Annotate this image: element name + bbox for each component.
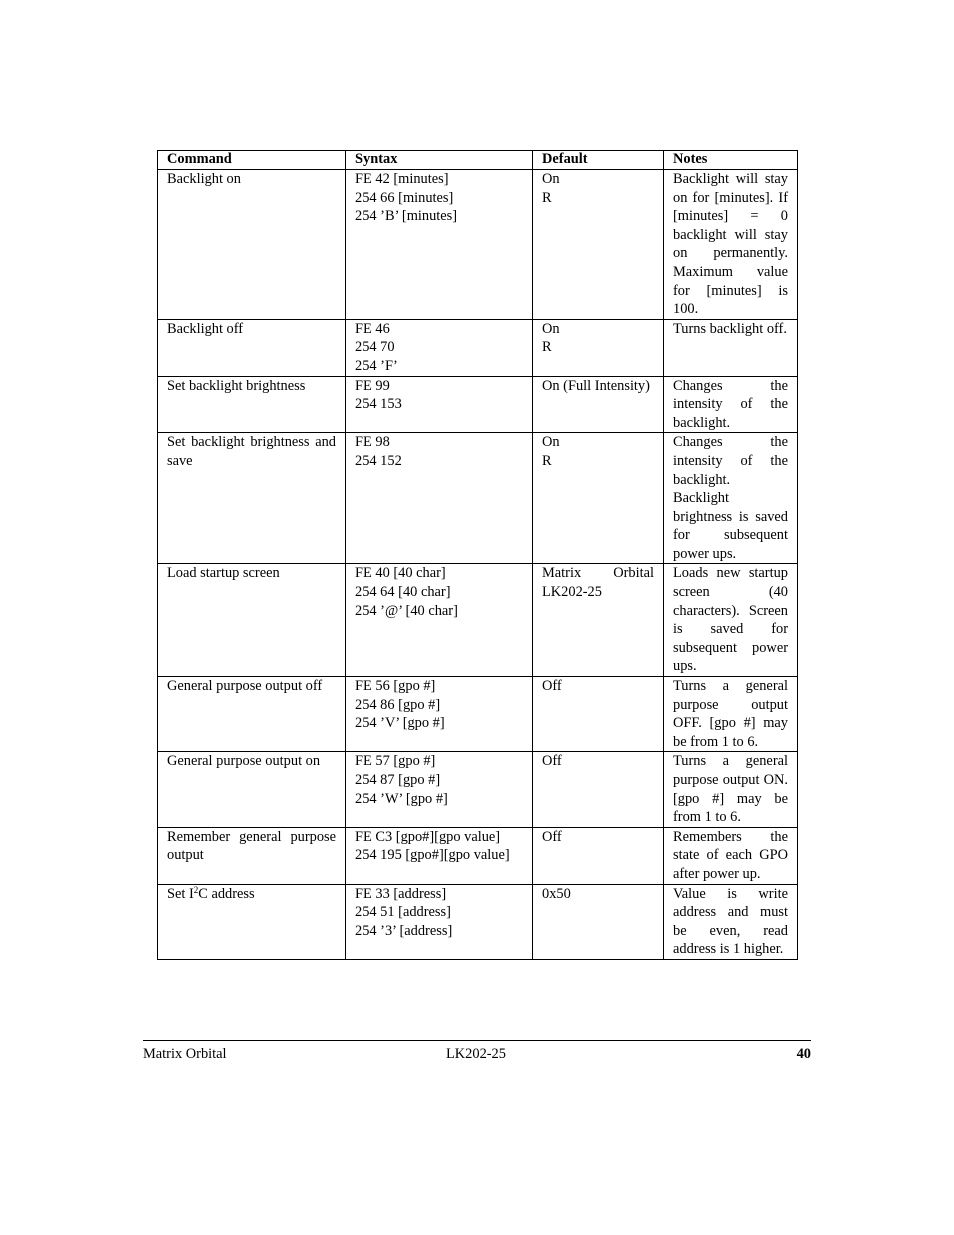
default-cell: Matrix Orbital LK202-25 (533, 564, 664, 677)
default-line: On (542, 320, 560, 337)
column-header-default: Default (533, 151, 664, 170)
default-cell: 0x50 (533, 884, 664, 959)
table-row (158, 884, 798, 959)
command-cell: Set backlight brightness and save (158, 433, 346, 564)
syntax-cell (346, 433, 533, 564)
table-header-row (158, 151, 798, 170)
column-header-notes: Notes (664, 151, 798, 170)
footer-model: LK202-25 (446, 1046, 506, 1062)
notes-cell: Changes the intensity of the backlight. (664, 376, 798, 433)
column-header-command: Command (158, 151, 346, 170)
syntax-line: 254 64 [40 char] (355, 584, 451, 601)
command-cell: Backlight off (158, 319, 346, 376)
footer-company: Matrix Orbital (143, 1046, 227, 1062)
syntax-line: FE 33 [address] (355, 885, 447, 902)
syntax-line: FE 98 (355, 434, 390, 451)
command-cell: General purpose output off (158, 677, 346, 752)
notes-cell: Value is write address and must be even, read address is 1 higher. (664, 884, 798, 959)
command-cell: Load startup screen (158, 564, 346, 677)
syntax-line: 254 ’F’ (355, 357, 398, 374)
syntax-line: FE 42 [minutes] (355, 171, 449, 187)
table-row (158, 376, 798, 433)
footer-rule (143, 1040, 811, 1041)
command-suffix: C address (198, 885, 255, 902)
command-table (157, 150, 798, 960)
syntax-line: 254 51 [address] (355, 904, 451, 921)
command-cell: Backlight on (158, 170, 346, 320)
syntax-line: 254 86 [gpo #] (355, 696, 441, 713)
default-line: R (542, 189, 552, 206)
default-line: On (542, 171, 560, 187)
command-superscript: 2 (193, 884, 199, 895)
syntax-line: 254 ’3’ [address] (355, 922, 453, 939)
notes-cell: Loads new startup screen (40 characters). Screen is saved for subsequent power ups. (664, 564, 798, 677)
default-line: R (542, 452, 552, 469)
command-cell: General purpose output on (158, 752, 346, 827)
syntax-line: FE 56 [gpo #] (355, 678, 436, 695)
default-cell: Off (533, 677, 664, 752)
syntax-cell (346, 170, 533, 320)
syntax-line: FE 57 [gpo #] (355, 753, 436, 770)
table-row (158, 170, 798, 320)
table-row (158, 827, 798, 884)
page-number: 40 (796, 1046, 811, 1062)
syntax-cell (346, 564, 533, 677)
default-cell (533, 433, 664, 564)
syntax-line: 254 66 [minutes] (355, 189, 454, 206)
default-cell (533, 319, 664, 376)
syntax-line: 254 70 (355, 339, 395, 356)
notes-cell: Changes the intensity of the backlight. Backlight brightness is saved for subsequent power ups. (664, 433, 798, 564)
syntax-line: 254 ’B’ [minutes] (355, 208, 458, 225)
syntax-cell (346, 752, 533, 827)
notes-cell: Turns a general purpose output ON. [gpo #] may be from 1 to 6. (664, 752, 798, 827)
syntax-line: FE 46 (355, 320, 390, 337)
syntax-cell (346, 827, 533, 884)
syntax-line: 254 ’V’ [gpo #] (355, 715, 445, 732)
syntax-line: 254 ’@’ [40 char] (355, 602, 458, 619)
syntax-line: 254 153 (355, 396, 402, 413)
syntax-cell (346, 376, 533, 433)
table-row (158, 677, 798, 752)
syntax-line: FE C3 [gpo#][gpo value] (355, 828, 501, 845)
syntax-line: 254 152 (355, 452, 402, 469)
notes-cell: Turns backlight off. (664, 319, 798, 376)
command-cell: Remember general purpose output (158, 827, 346, 884)
notes-cell: Remembers the state of each GPO after power up. (664, 827, 798, 884)
command-prefix: Set I (167, 885, 194, 902)
default-cell: Off (533, 827, 664, 884)
default-cell (533, 170, 664, 320)
command-cell (158, 884, 346, 959)
syntax-line: 254 ’W’ [gpo #] (355, 790, 448, 807)
syntax-line: 254 195 [gpo#][gpo value] (355, 847, 510, 864)
syntax-cell (346, 884, 533, 959)
notes-cell: Backlight will stay on for [minutes]. If [minutes] = 0 backlight will stay on permanently. Maximum value for [minutes] is 100. (664, 170, 798, 320)
syntax-cell (346, 677, 533, 752)
default-cell: Off (533, 752, 664, 827)
syntax-line: FE 40 [40 char] (355, 565, 446, 582)
notes-cell: Turns a general purpose output OFF. [gpo #] may be from 1 to 6. (664, 677, 798, 752)
syntax-line: FE 99 (355, 377, 390, 394)
syntax-line: 254 87 [gpo #] (355, 772, 441, 788)
table-row (158, 319, 798, 376)
table-row (158, 564, 798, 677)
column-header-syntax: Syntax (346, 151, 533, 170)
default-cell: On (Full Intensity) (533, 376, 664, 433)
syntax-cell (346, 319, 533, 376)
default-line: On (542, 434, 560, 451)
table-row (158, 752, 798, 827)
default-line: R (542, 339, 552, 356)
table-row (158, 433, 798, 564)
command-cell: Set backlight brightness (158, 376, 346, 433)
